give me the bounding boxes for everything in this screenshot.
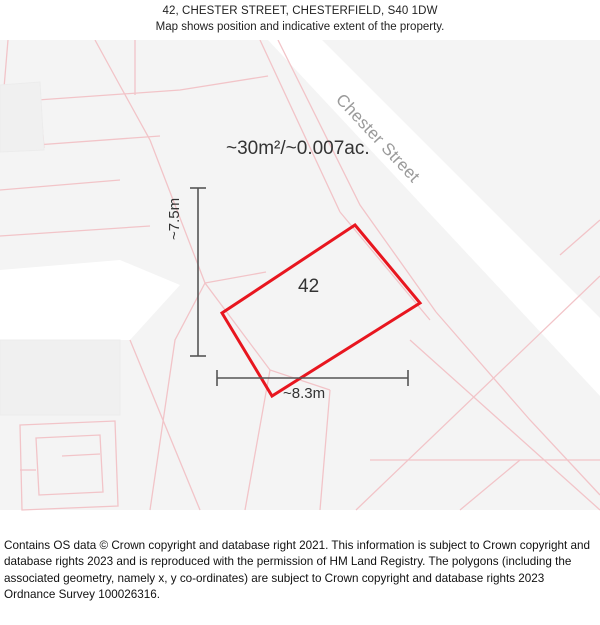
map-header <box>0 0 600 40</box>
map-footer <box>0 533 600 625</box>
page-subtitle: Map shows position and indicative extent of the property. <box>155 21 445 33</box>
map-canvas[interactable] <box>0 40 600 533</box>
plot-number-label: 42 <box>298 276 320 297</box>
area-label: ~30m²/~0.007ac. <box>226 138 370 159</box>
dimension-label-horizontal: ~8.3m <box>283 385 326 402</box>
copyright-text: Contains OS data © Crown copyright and database right 2021. This information is subject to Crown copyright and database rights 2023 and is reproduced with the permission of HM Land Registry. The polygons (including the associated geometry, namely x, y co-ordinates) are subject to Crown copyright and database rights 2023 Ordnance Survey 100026316. <box>4 539 590 602</box>
page-title: 42, CHESTER STREET, CHESTERFIELD, S40 1DW <box>162 5 438 17</box>
street-name-label: Chester Street <box>332 90 424 187</box>
dimension-label-vertical: ~7.5m <box>166 197 183 240</box>
